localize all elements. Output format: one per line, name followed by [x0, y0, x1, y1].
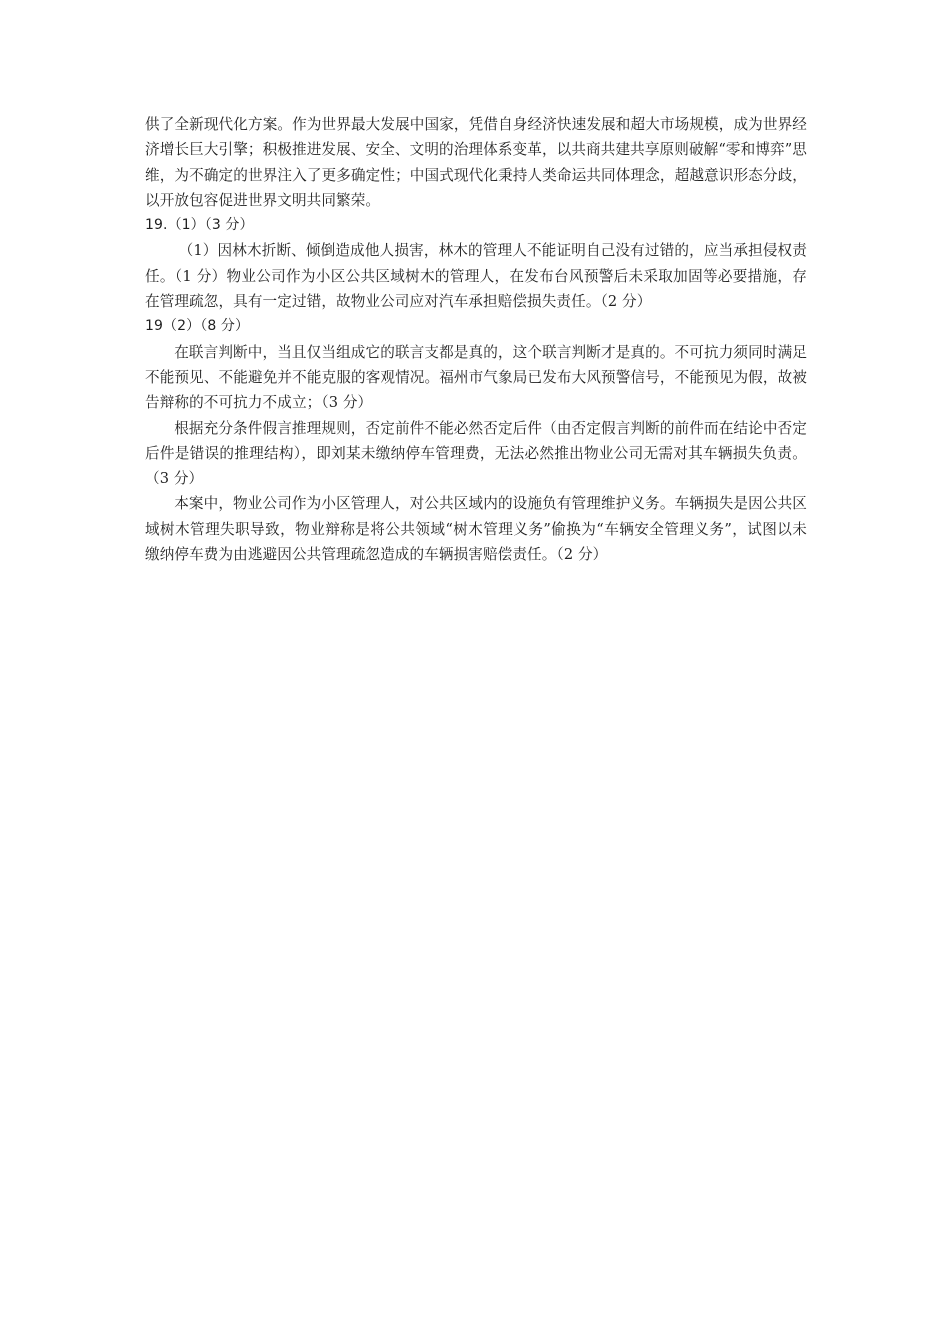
- intro-paragraph: 供了全新现代化方案。作为世界最大发展中国家，凭借自身经济快速发展和超大市场规模，成为世界经济增长巨大引擎；积极推进发展、安全、文明的治理体系变革，以共商共建共享原则破解“零和博弈”思维，为不确定的世界注入了更多确定性；中国式现代化秉持人类命运共同体理念，超越意识形态分歧，以开放包容促进世界文明共同繁荣。: [145, 116, 807, 209]
- question-19-2-paragraph-3: 本案中，物业公司作为小区管理人，对公共区域内的设施负有管理维护义务。车辆损失是因公共区域树木管理失职导致，物业辩称是将公共领域“树木管理义务”偷换为“车辆安全管理义务”，试图以未缴纳停车费为由逃避因公共管理疏忽造成的车辆损害赔偿责任。（2 分）: [145, 495, 807, 564]
- question-19-1-answer: （1）因林木折断、倾倒造成他人损害，林木的管理人不能证明自己没有过错的，应当承担侵权责任。（1 分）物业公司作为小区公共区域树木的管理人，在发布台风预警后未采取加固等必要措施，存在管理疏忽，具有一定过错，故物业公司应对汽车承担赔偿损失责任。（2 分）: [145, 242, 807, 311]
- question-19-2-paragraph-1: 在联言判断中，当且仅当组成它的联言支都是真的，这个联言判断才是真的。不可抗力须同时满足不能预见、不能避免并不能克服的客观情况。福州市气象局已发布大风预警信号，不能预见为假，故被告辩称的不可抗力不成立；（3 分）: [145, 343, 807, 412]
- question-19-1-heading: 19.（1）（3 分）: [145, 217, 254, 234]
- question-19-2-paragraph-2: 根据充分条件假言推理规则，否定前件不能必然否定后件（由否定假言判断的前件而在结论中否定后件是错误的推理结构），即刘某未缴纳停车管理费，无法必然推出物业公司无需对其车辆损失负责。（3 分）: [145, 419, 807, 488]
- document-page: [145, 112, 807, 567]
- question-19-2-heading: 19（2）（8 分）: [145, 318, 250, 335]
